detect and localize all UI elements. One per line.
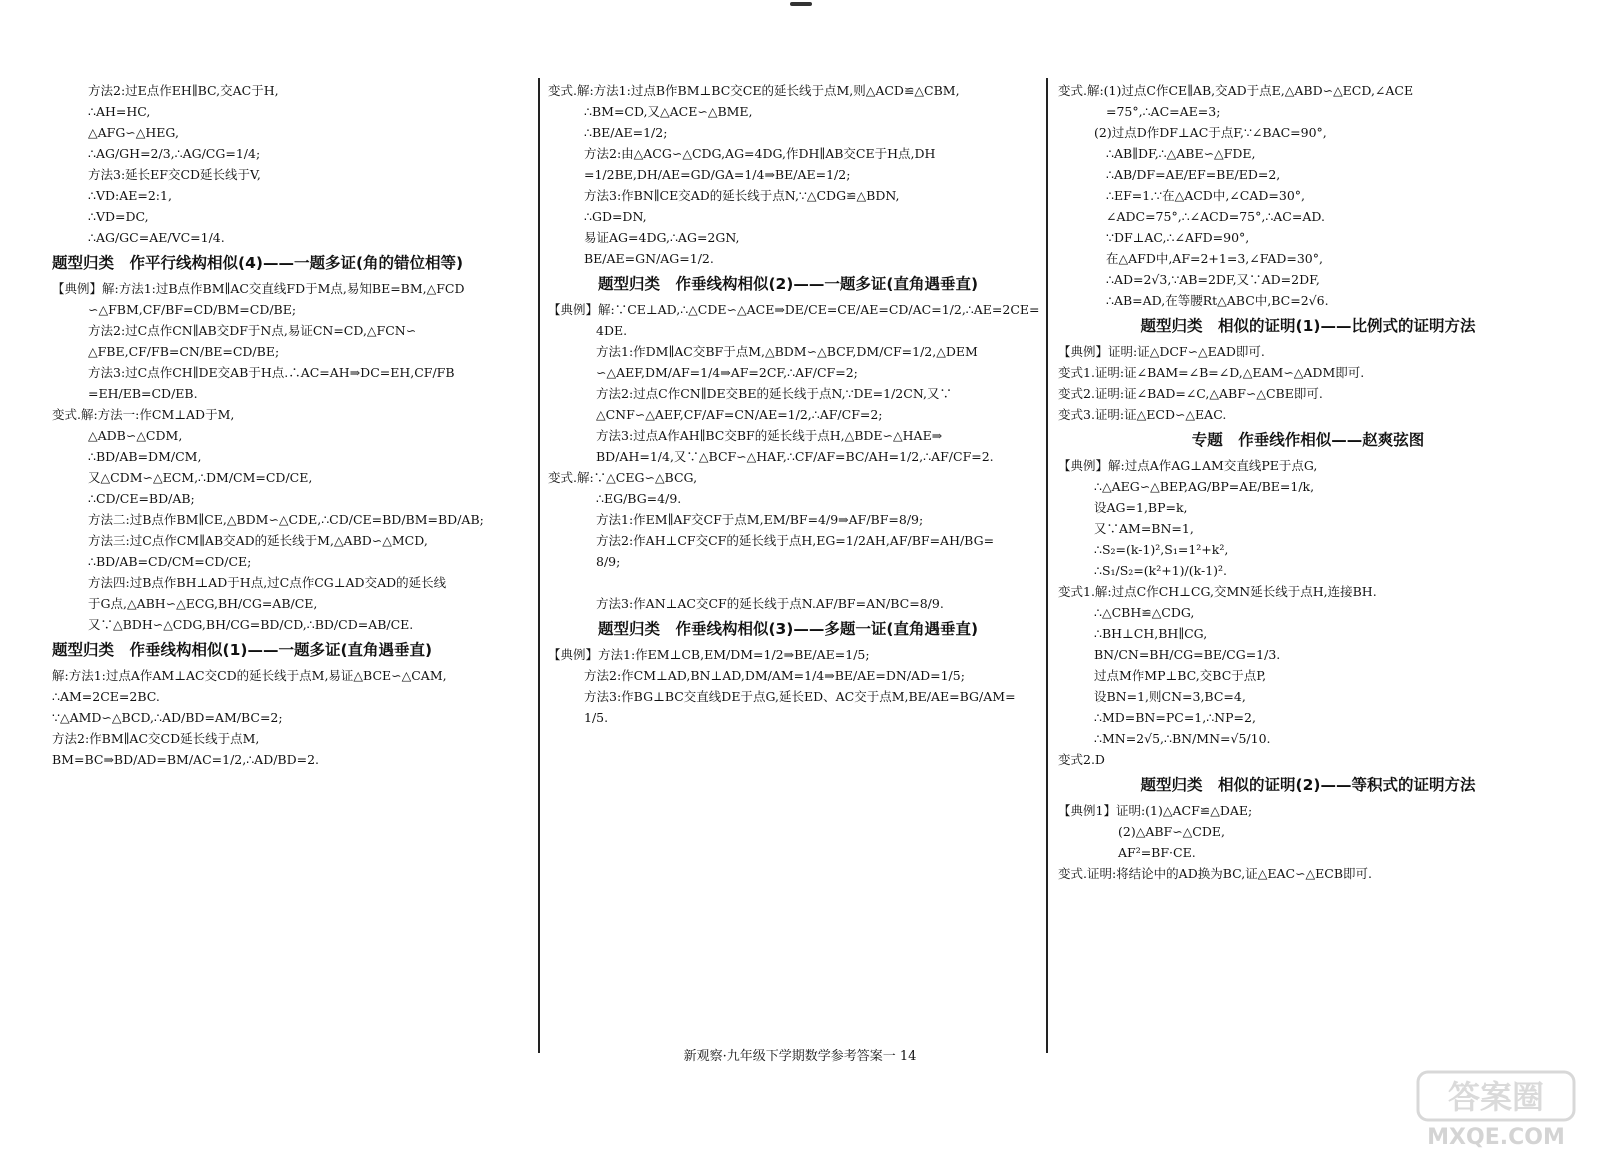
solution-line: 方法二:过B点作BM∥CE,△BDM∽△CDE,∴CD/CE=BD/BM=BD/AB; — [88, 512, 484, 527]
solution-line: △CNF∽△AEF,CF/AF=CN/AE=1/2,∴AF/CF=2; — [596, 407, 883, 422]
solution-line: 方法2:作BM∥AC交CD延长线于点M, — [52, 731, 260, 746]
solution-line: BM=BC⇒BD/AD=BM/AC=1/2,∴AD/BD=2. — [52, 752, 320, 767]
solution-line: (2)过点D作DF⊥AC于点F,∵∠BAC=90°, — [1094, 125, 1327, 140]
solution-line: 变式2.证明:证∠BAD=∠C,△ABF∽△CBE即可. — [1058, 386, 1323, 401]
solution-line: 设BN=1,则CN=3,BC=4, — [1094, 689, 1246, 704]
solution-line: ∴BD/AB=DM/CM, — [88, 449, 202, 464]
section-heading: 专题 作垂线作相似——赵爽弦图 — [1191, 431, 1425, 449]
solution-line: 方法3:作AN⊥AC交CF的延长线于点N.AF/BF=AN/BC=8/9. — [596, 596, 944, 611]
solution-line: 变式.解:方法1:过点B作BM⊥BC交CE的延长线于点M,则△ACD≌△CBM, — [548, 83, 960, 98]
solution-line: ∠ADC=75°,∴∠ACD=75°,∴AC=AD. — [1106, 209, 1325, 224]
solution-line: ∵DF⊥AC,∴∠AFD=90°, — [1106, 230, 1250, 245]
section-heading: 题型归类 作平行线构相似(4)——一题多证(角的错位相等) — [52, 254, 464, 272]
solution-line: 方法2:过C点作CN∥AB交DF于N点,易证CN=CD,△FCN∽ — [88, 323, 417, 338]
solution-line: 方法四:过B点作BH⊥AD于H点,过C点作CG⊥AD交AD的延长线 — [88, 575, 447, 590]
solution-line: ∴BM=CD,又△ACE∽△BME, — [584, 104, 753, 119]
solution-line: 【典例】方法1:作EM⊥CB,EM/DM=1/2⇒BE/AE=1/5; — [548, 647, 870, 662]
solution-line: 方法3:作BN∥CE交AD的延长线于点N,∵△CDG≌△BDN, — [584, 188, 900, 203]
solution-line: 变式2.D — [1058, 752, 1105, 767]
solution-line: 【典例1】证明:(1)△ACF≌△DAE; — [1058, 803, 1253, 818]
solution-line: 变式1.证明:证∠BAM=∠B=∠D,△EAM∽△ADM即可. — [1058, 365, 1365, 380]
section-heading: 题型归类 相似的证明(1)——比例式的证明方法 — [1140, 317, 1476, 335]
solution-line: ∴S₂=(k-1)²,S₁=1²+k², — [1094, 542, 1229, 557]
solution-line: 解:方法1:过点A作AM⊥AC交CD的延长线于点M,易证△BCE∽△CAM, — [52, 668, 447, 683]
solution-line: ∴GD=DN, — [584, 209, 647, 224]
solution-line: ∵△AMD∽△BCD,∴AD/BD=AM/BC=2; — [52, 710, 283, 725]
column-divider — [1046, 78, 1048, 1053]
solution-line: =EH/EB=CD/EB. — [88, 386, 198, 401]
solution-line: BD/AH=1/4,又∵△BCF∽△HAF,∴CF/AF=BC/AH=1/2,∴AF/CF=2. — [596, 449, 994, 464]
solution-line: 【典例】解:∵CE⊥AD,∴△CDE∽△ACE⇒DE/CE=CE/AE=CD/AC=1/2,∴AE=2CE= — [548, 302, 1040, 317]
solution-line: ∽△AEF,DM/AF=1/4⇒AF=2CF,∴AF/CF=2; — [596, 365, 858, 380]
solution-line: 又∵AM=BN=1, — [1094, 521, 1194, 536]
section-heading: 题型归类 作垂线构相似(1)——一题多证(直角遇垂直) — [52, 641, 433, 659]
solution-line: 变式.解:(1)过点C作CE∥AB,交AD于点E,△ABD∽△ECD,∠ACE — [1058, 83, 1414, 98]
solution-line: ∴BD/AB=CD/CM=CD/CE; — [88, 554, 252, 569]
watermark-logo — [1416, 1070, 1576, 1152]
solution-line: 【典例】解:过点A作AG⊥AM交直线PE于点G, — [1058, 458, 1318, 473]
column-right — [1058, 80, 1558, 884]
solution-line: ∴△CBH≌△CDG, — [1094, 605, 1195, 620]
solution-line: 方法2:作CM⊥AD,BN⊥AD,DM/AM=1/4⇒BE/AE=DN/AD=1/5; — [584, 668, 965, 683]
solution-line: 变式.解:方法一:作CM⊥AD于M, — [52, 407, 235, 422]
solution-line: 于G点,△ABH∽△ECG,BH/CG=AB/CE, — [88, 596, 318, 611]
column-left — [52, 80, 530, 770]
solution-line: AF²=BF·CE. — [1118, 845, 1196, 860]
solution-line: △FBE,CF/FB=CN/BE=CD/BE; — [88, 344, 280, 359]
solution-line: 【典例】证明:证△DCF∽△EAD即可. — [1058, 344, 1265, 359]
solution-line — [548, 572, 1028, 593]
solution-line: 方法2:由△ACG∽△CDG,AG=4DG,作DH∥AB交CE于H点,DH — [584, 146, 936, 161]
solution-line: ∴AB∥DF,∴△ABE∽△FDE, — [1106, 146, 1256, 161]
solution-line: BE/AE=GN/AG=1/2. — [584, 251, 714, 266]
solution-line: 8/9; — [596, 554, 621, 569]
section-heading: 题型归类 相似的证明(2)——等积式的证明方法 — [1140, 776, 1476, 794]
solution-line: =1/2BE,DH/AE=GD/GA=1/4⇒BE/AE=1/2; — [584, 167, 851, 182]
solution-line: =75°,∴AC=AE=3; — [1106, 104, 1221, 119]
solution-line: ∴AG/GC=AE/VC=1/4. — [88, 230, 225, 245]
solution-line: 变式.解:∵△CEG∽△BCG, — [548, 470, 698, 485]
section-heading: 题型归类 作垂线构相似(3)——多题一证(直角遇垂直) — [597, 620, 979, 638]
solution-line: ∴MN=2√5,∴BN/MN=√5/10. — [1094, 731, 1271, 746]
solution-line: ∴△AEG∽△BEP,AG/BP=AE/BE=1/k, — [1094, 479, 1315, 494]
solution-line: 设AG=1,BP=k, — [1094, 500, 1188, 515]
solution-line: 变式.证明:将结论中的AD换为BC,证△EAC∽△ECB即可. — [1058, 866, 1373, 881]
solution-line: ∴AD=2√3,∵AB=2DF,又∵AD=2DF, — [1106, 272, 1320, 287]
solution-line: ∴AG/GH=2/3,∴AG/CG=1/4; — [88, 146, 261, 161]
page-footer: 新观察·九年级下学期数学参考答案一 14 — [683, 1049, 917, 1064]
top-mark — [790, 2, 812, 6]
column-middle — [548, 80, 1040, 728]
solution-line: 方法3:延长EF交CD延长线于V, — [88, 167, 261, 182]
solution-line: 方法三:过C点作CM∥AB交AD的延长线于M,△ABD∽△MCD, — [88, 533, 428, 548]
solution-line: ∴S₁/S₂=(k²+1)/(k-1)². — [1094, 563, 1228, 578]
section-heading: 题型归类 作垂线构相似(2)——一题多证(直角遇垂直) — [597, 275, 979, 293]
solution-line: ∴EG/BG=4/9. — [596, 491, 682, 506]
solution-line: △ADB∽△CDM, — [88, 428, 183, 443]
solution-line: 方法1:作EM∥AF交CF于点M,EM/BF=4/9⇒AF/BF=8/9; — [596, 512, 924, 527]
solution-line: 又△CDM∽△ECM,∴DM/CM=CD/CE, — [88, 470, 313, 485]
solution-line: ∴EF=1.∵在△ACD中,∠CAD=30°, — [1106, 188, 1305, 203]
solution-line: 方法3:过点A作AH∥BC交BF的延长线于点H,△BDE∽△HAE⇒ — [596, 428, 943, 443]
solution-line: 【典例】解:方法1:过B点作BM∥AC交直线FD于M点,易知BE=BM,△FCD — [52, 281, 465, 296]
solution-line: 方法3:过C点作CH∥DE交AB于H点.∴AC=AH⇒DC=EH,CF/FB — [88, 365, 455, 380]
solution-line: ∴VD=DC, — [88, 209, 149, 224]
solution-line: BN/CN=BH/CG=BE/CG=1/3. — [1094, 647, 1281, 662]
solution-line: 又∵△BDH∽△CDG,BH/CG=BD/CD,∴BD/CD=AB/CE. — [88, 617, 414, 632]
solution-line: ∽△FBM,CF/BF=CD/BM=CD/BE; — [88, 302, 297, 317]
solution-line: 方法2:过点C作CN∥DE交BE的延长线于点N,∵DE=1/2CN,又∵ — [596, 386, 952, 401]
solution-line: 方法3:作BG⊥BC交直线DE于点G,延长ED、AC交于点M,BE/AE=BG/AM= — [584, 689, 1016, 704]
solution-line: 方法1:作DM∥AC交BF于点M,△BDM∽△BCF,DM/CF=1/2,△DEM — [596, 344, 978, 359]
solution-line: ∴AB=AD,在等腰Rt△ABC中,BC=2√6. — [1106, 293, 1329, 308]
solution-line: 易证AG=4DG,∴AG=2GN, — [584, 230, 740, 245]
solution-line: ∴CD/CE=BD/AB; — [88, 491, 195, 506]
svg-text:MXQE.COM: MXQE.COM — [1427, 1125, 1565, 1150]
solution-line: 方法2:作AH⊥CF交CF的延长线于点H,EG=1/2AH,AF/BF=AH/BG= — [596, 533, 995, 548]
solution-line: 过点M作MP⊥BC,交BC于点P, — [1094, 668, 1267, 683]
solution-line: 变式1.解:过点C作CH⊥CG,交MN延长线于点H,连接BH. — [1058, 584, 1377, 599]
solution-line: 4DE. — [596, 323, 628, 338]
column-divider — [538, 78, 540, 1053]
svg-text:答案圈: 答案圈 — [1447, 1078, 1545, 1116]
solution-line: 在△AFD中,AF=2+1=3,∠FAD=30°, — [1106, 251, 1323, 266]
solution-line: ∴MD=BN=PC=1,∴NP=2, — [1094, 710, 1256, 725]
solution-line: ∴AM=2CE=2BC. — [52, 689, 160, 704]
solution-line: ∴BE/AE=1/2; — [584, 125, 668, 140]
solution-line: ∴VD:AE=2:1, — [88, 188, 172, 203]
solution-line: 1/5. — [584, 710, 609, 725]
solution-line: ∴AH=HC, — [88, 104, 151, 119]
solution-line: ∴BH⊥CH,BH∥CG, — [1094, 626, 1208, 641]
solution-line: (2)△ABF∽△CDE, — [1118, 824, 1225, 839]
solution-line: 方法2:过E点作EH∥BC,交AC于H, — [88, 83, 279, 98]
solution-line: △AFG∽△HEG, — [88, 125, 179, 140]
solution-line: ∴AB/DF=AE/EF=BE/ED=2, — [1106, 167, 1281, 182]
solution-line: 变式3.证明:证△ECD∽△EAC. — [1058, 407, 1227, 422]
